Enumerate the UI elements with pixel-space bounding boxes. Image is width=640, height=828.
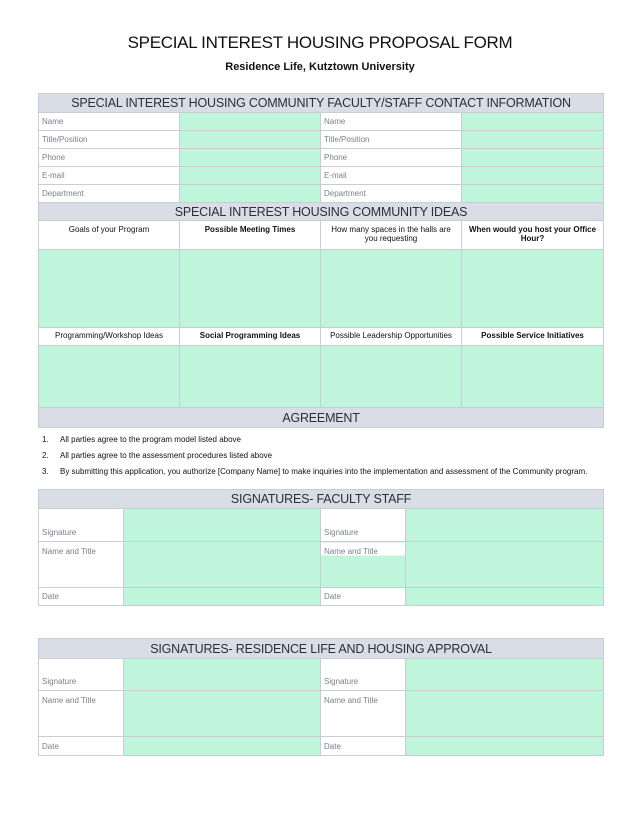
contact-name-field-right[interactable] xyxy=(462,113,604,131)
ideas-service-field[interactable] xyxy=(462,346,604,408)
ideas-leadership-field[interactable] xyxy=(321,346,462,408)
agreement-item xyxy=(42,466,602,477)
ideas-goals-header: Goals of your Program xyxy=(39,221,180,250)
contact-phone-field-left[interactable] xyxy=(180,149,321,167)
faculty-signature-label-right: Signature xyxy=(321,509,406,542)
agreement-item-number: 1. xyxy=(42,435,49,444)
faculty-signature-label-left: Signature xyxy=(39,509,124,542)
contact-phone-label-left: Phone xyxy=(39,149,180,167)
ideas-spaces-field[interactable] xyxy=(321,250,462,328)
reslife-signature-field-left[interactable] xyxy=(124,659,321,691)
ideas-spaces-header: How many spaces in the halls are you requesting xyxy=(321,221,462,250)
ideas-service-header: Possible Service Initiatives xyxy=(462,328,604,346)
contact-email-label-left: E-mail xyxy=(39,167,180,185)
ideas-section-title: SPECIAL INTEREST HOUSING COMMUNITY IDEAS xyxy=(39,203,604,221)
faculty-name-title-field-right[interactable] xyxy=(406,542,604,588)
ideas-goals-field[interactable] xyxy=(39,250,180,328)
reslife-signatures-title: SIGNATURES- RESIDENCE LIFE AND HOUSING APPROVAL xyxy=(39,639,604,659)
contact-title-field-right[interactable] xyxy=(462,131,604,149)
reslife-date-field-left[interactable] xyxy=(124,737,321,756)
agreement-item-text: All parties agree to the program model listed above xyxy=(60,435,241,444)
agreement-item xyxy=(42,434,602,445)
contact-phone-field-right[interactable] xyxy=(462,149,604,167)
contact-email-field-right[interactable] xyxy=(462,167,604,185)
ideas-meeting-times-header: Possible Meeting Times xyxy=(180,221,321,250)
agreement-section-title: AGREEMENT xyxy=(39,408,604,428)
contact-name-field-left[interactable] xyxy=(180,113,321,131)
contact-info-table xyxy=(38,93,604,428)
ideas-leadership-header: Possible Leadership Opportunities xyxy=(321,328,462,346)
contact-name-label-left: Name xyxy=(39,113,180,131)
agreement-item-text: All parties agree to the assessment procedures listed above xyxy=(60,451,273,460)
ideas-social-field[interactable] xyxy=(180,346,321,408)
ideas-programming-header: Programming/Workshop Ideas xyxy=(39,328,180,346)
contact-email-label-right: E-mail xyxy=(321,167,462,185)
contact-title-label-left: Title/Position xyxy=(39,131,180,149)
reslife-signature-label-left: Signature xyxy=(39,659,124,691)
reslife-date-label-right: Date xyxy=(321,737,406,756)
contact-email-field-left[interactable] xyxy=(180,167,321,185)
contact-dept-label-left: Department xyxy=(39,185,180,203)
contact-name-label-right: Name xyxy=(321,113,462,131)
reslife-name-title-label-left: Name and Title xyxy=(39,691,124,737)
agreement-item-number: 3. xyxy=(42,467,49,476)
faculty-signatures-table xyxy=(38,489,604,606)
agreement-list xyxy=(42,434,602,482)
reslife-signatures-table xyxy=(38,638,604,756)
contact-phone-label-right: Phone xyxy=(321,149,462,167)
agreement-item-number: 2. xyxy=(42,451,49,460)
reslife-name-title-label-right: Name and Title xyxy=(321,691,406,737)
agreement-item xyxy=(42,450,602,461)
faculty-name-title-label-right: Name and Title xyxy=(321,542,406,588)
ideas-social-header: Social Programming Ideas xyxy=(180,328,321,346)
form-title: SPECIAL INTEREST HOUSING PROPOSAL FORM xyxy=(127,33,513,52)
faculty-date-field-right[interactable] xyxy=(406,588,604,606)
reslife-signature-label-right: Signature xyxy=(321,659,406,691)
ideas-office-hour-header: When would you host your Office Hour? xyxy=(462,221,604,250)
faculty-name-title-field-left[interactable] xyxy=(124,542,321,588)
reslife-name-title-field-left[interactable] xyxy=(124,691,321,737)
contact-dept-label-right: Department xyxy=(321,185,462,203)
ideas-meeting-times-field[interactable] xyxy=(180,250,321,328)
faculty-signatures-title: SIGNATURES- FACULTY STAFF xyxy=(39,490,604,509)
contact-section-title: SPECIAL INTEREST HOUSING COMMUNITY FACULTY/STAFF CONTACT INFORMATION xyxy=(39,94,604,113)
faculty-date-field-left[interactable] xyxy=(124,588,321,606)
contact-dept-field-right[interactable] xyxy=(462,185,604,203)
form-subtitle: Residence Life, Kutztown University xyxy=(225,61,415,73)
contact-title-field-left[interactable] xyxy=(180,131,321,149)
faculty-signature-field-right[interactable] xyxy=(406,509,604,542)
reslife-date-field-right[interactable] xyxy=(406,737,604,756)
faculty-name-title-label-left: Name and Title xyxy=(39,542,124,588)
contact-title-label-right: Title/Position xyxy=(321,131,462,149)
reslife-signature-field-right[interactable] xyxy=(406,659,604,691)
contact-dept-field-left[interactable] xyxy=(180,185,321,203)
faculty-date-label-right: Date xyxy=(321,588,406,606)
faculty-signature-field-left[interactable] xyxy=(124,509,321,542)
ideas-office-hour-field[interactable] xyxy=(462,250,604,328)
faculty-date-label-left: Date xyxy=(39,588,124,606)
agreement-item-text: By submitting this application, you authorize [Company Name] to make inquiries into the implementation and assessment of the Community program. xyxy=(60,467,588,476)
reslife-date-label-left: Date xyxy=(39,737,124,756)
ideas-programming-field[interactable] xyxy=(39,346,180,408)
reslife-name-title-field-right[interactable] xyxy=(406,691,604,737)
